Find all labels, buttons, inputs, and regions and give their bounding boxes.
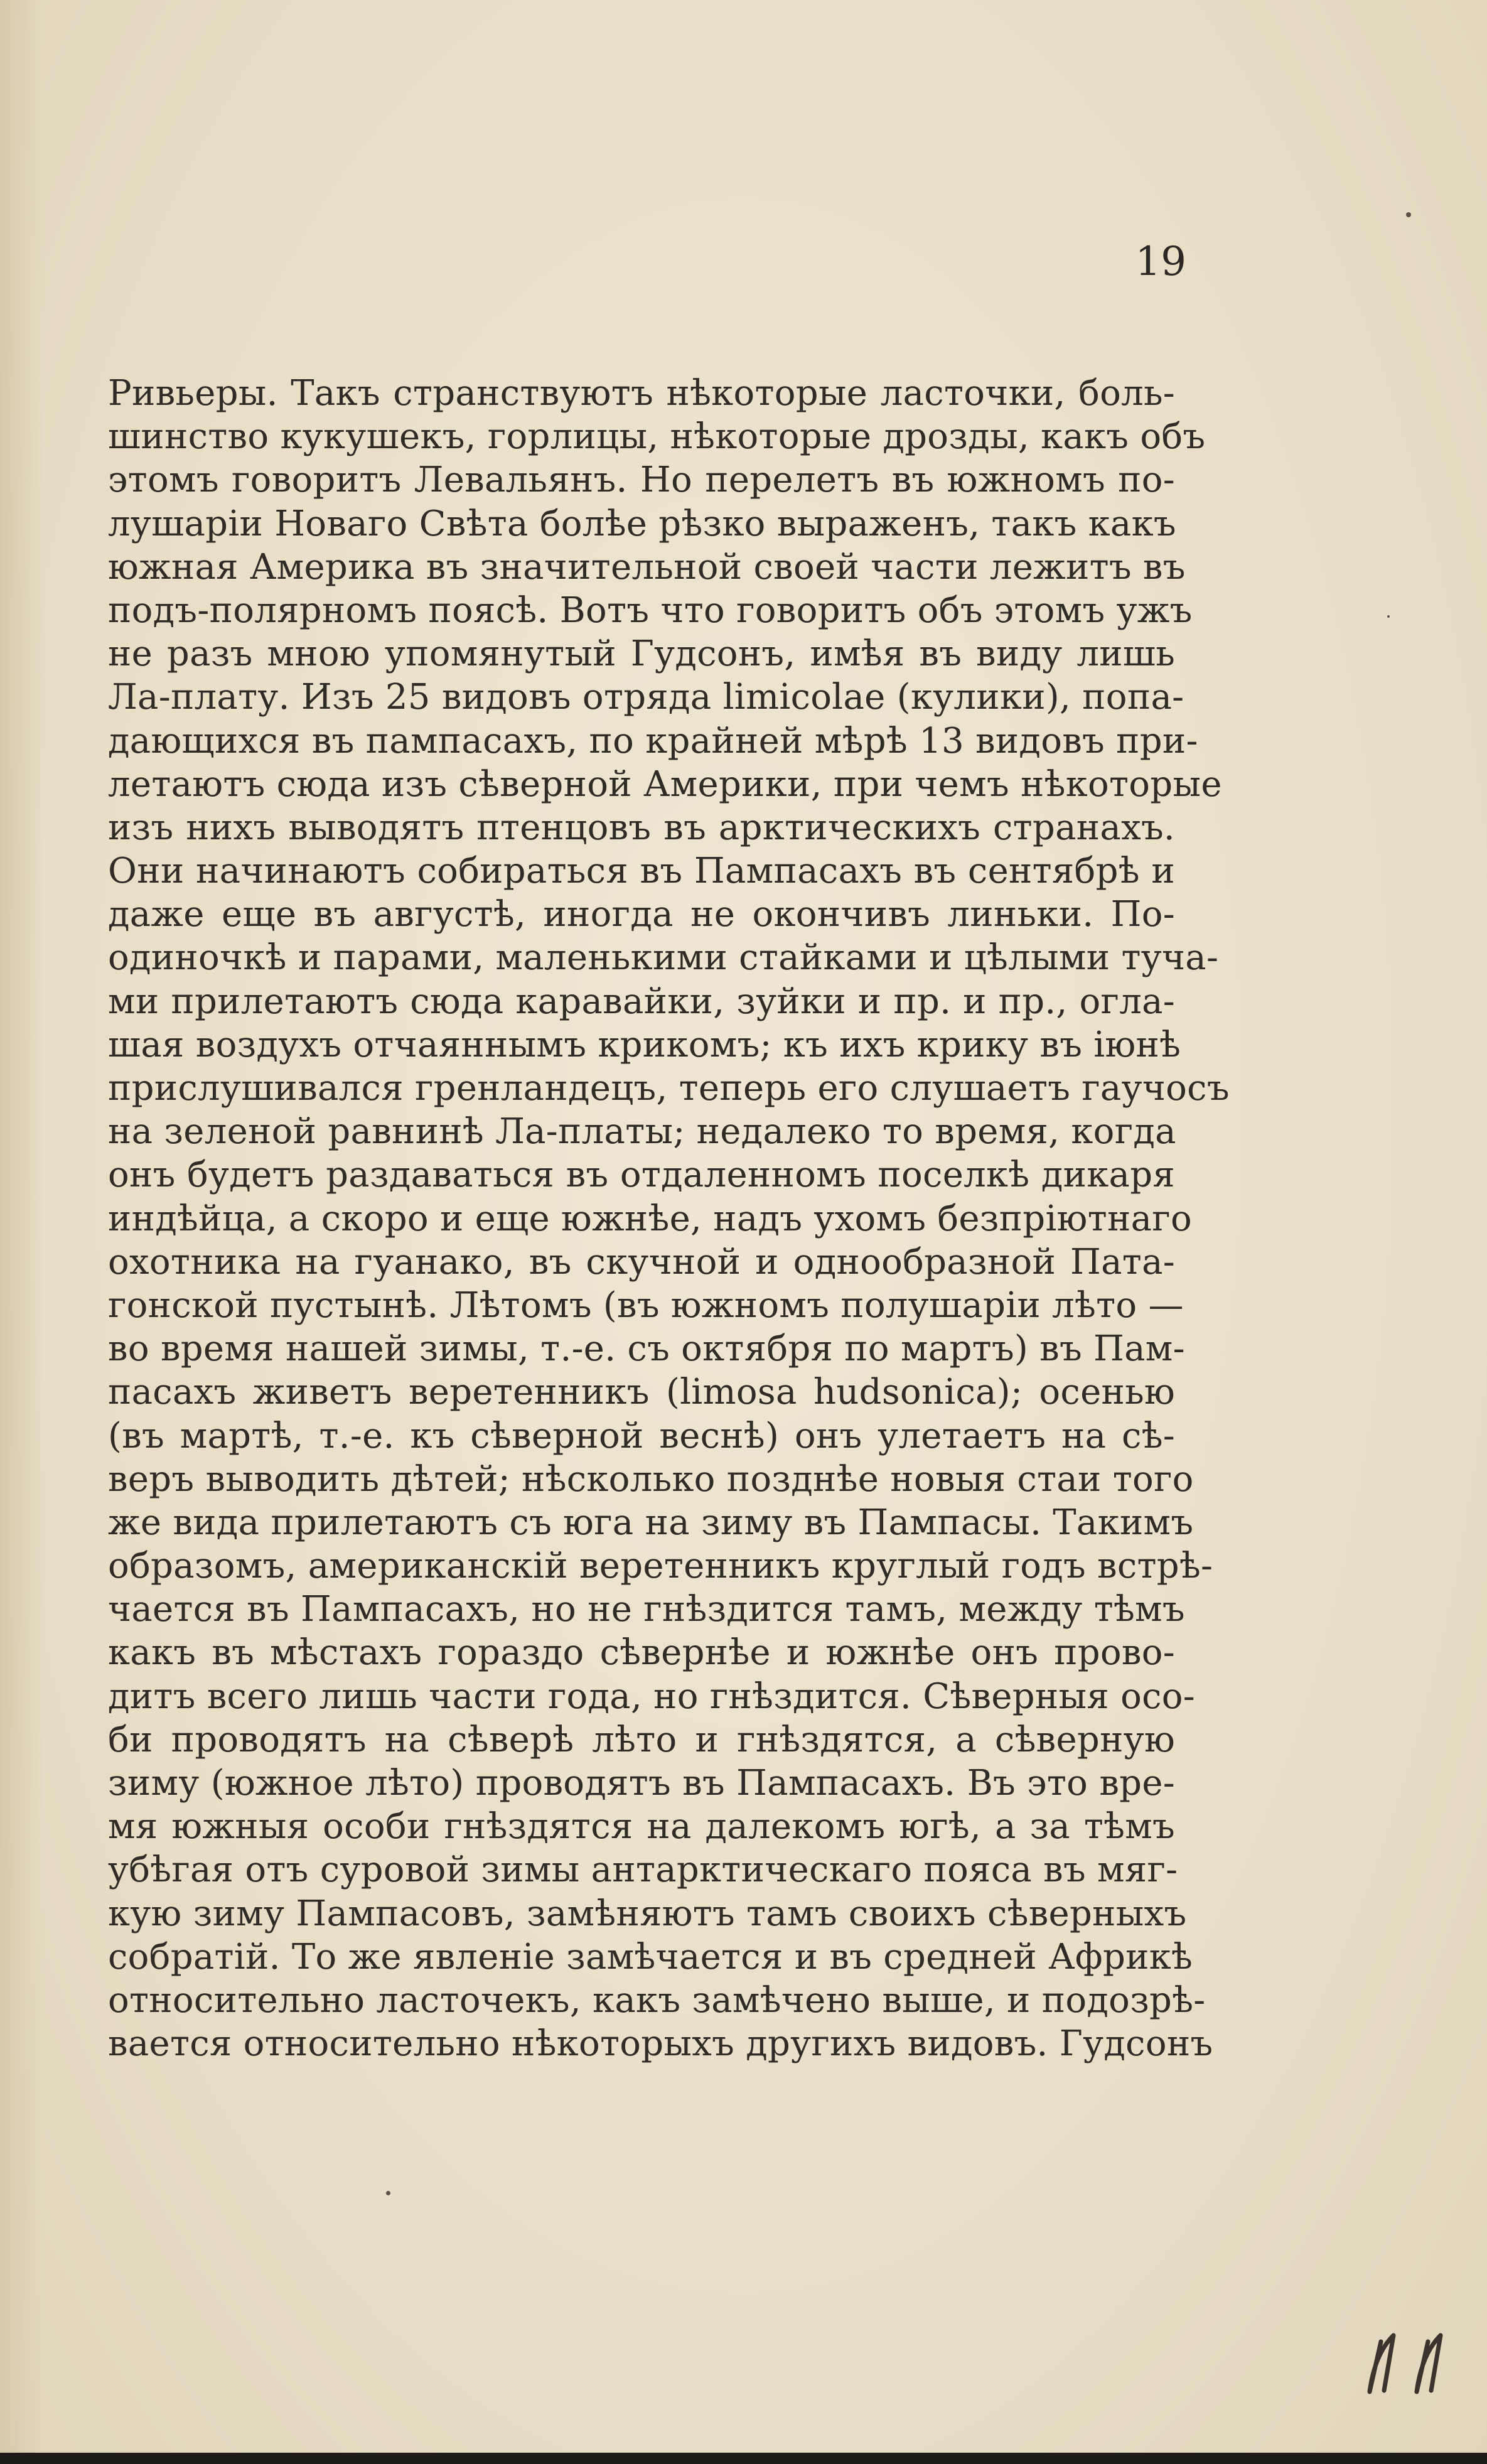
body-text <box>108 372 1230 2065</box>
text-line: подъ-полярномъ поясѣ. Вотъ что говоритъ объ этомъ ужъ <box>108 589 1193 631</box>
text-line: Они начинаютъ собираться въ Пампасахъ въ сентябрѣ и <box>108 851 1175 892</box>
text-line: дитъ всего лишь части года, но гнѣздится. Сѣверныя осо- <box>108 1676 1196 1717</box>
text-line: летаютъ сюда изъ сѣверной Америки, при чемъ нѣкоторые <box>108 763 1222 805</box>
binding-shadow <box>0 0 44 2464</box>
paper-speck <box>386 2191 390 2195</box>
text-line: охотника на гуанако, въ скучной и однообразной Пата- <box>108 1241 1175 1283</box>
text-line: даже еще въ августѣ, иногда не окончивъ линьки. По- <box>108 894 1175 935</box>
text-line: одиночкѣ и парами, маленькими стайками и цѣлыми туча- <box>108 937 1219 979</box>
text-line: Ривьеры. Такъ странствуютъ нѣкоторые ласточки, боль- <box>108 373 1175 414</box>
text-line: зиму (южное лѣто) проводятъ въ Пампасахъ. Въ это вре- <box>108 1763 1175 1804</box>
text-line: гонской пустынѣ. Лѣтомъ (въ южномъ полушаріи лѣто — <box>108 1284 1184 1326</box>
text-line: чается въ Пампасахъ, но не гнѣздится тамъ, между тѣмъ <box>108 1589 1185 1630</box>
text-line: же вида прилетаютъ съ юга на зиму въ Пампасы. Такимъ <box>108 1502 1194 1543</box>
text-line: шинство кукушекъ, горлицы, нѣкоторые дрозды, какъ объ <box>108 416 1206 458</box>
text-line: пасахъ живетъ веретенникъ (limosa hudsonica); осенью <box>108 1372 1175 1413</box>
text-line: южная Америка въ значительной своей части лежитъ въ <box>108 546 1186 588</box>
text-line: вается относительно нѣкоторыхъ другихъ видовъ. Гудсонъ <box>108 2023 1213 2065</box>
text-line: шая воздухъ отчаяннымъ крикомъ; къ ихъ крику въ іюнѣ <box>108 1024 1181 1065</box>
text-line: убѣгая отъ суровой зимы антарктическаго пояса въ мяг- <box>108 1849 1178 1891</box>
text-line: собратій. То же явленіе замѣчается и въ средней Африкѣ <box>108 1936 1193 1977</box>
text-line: лушаріи Новаго Свѣта болѣе рѣзко выраженъ, такъ какъ <box>108 503 1176 544</box>
text-line: онъ будетъ раздаваться въ отдаленномъ поселкѣ дикаря <box>108 1154 1175 1196</box>
text-line: кую зиму Пампасовъ, замѣняютъ тамъ своихъ сѣверныхъ <box>108 1893 1187 1934</box>
text-line: прислушивался гренландецъ, теперь его слушаетъ гаучосъ <box>108 1068 1230 1109</box>
text-line: во время нашей зимы, т.-е. съ октября по мартъ) въ Пам- <box>108 1328 1185 1370</box>
text-line: не разъ мною упомянутый Гудсонъ, имѣя въ виду лишь <box>108 633 1175 675</box>
paper-speck <box>1406 212 1411 217</box>
text-line: относительно ласточекъ, какъ замѣчено выше, и подозрѣ- <box>108 1979 1206 2021</box>
text-line: дающихся въ пампасахъ, по крайней мѣрѣ 13 видовъ при- <box>108 720 1198 761</box>
text-line: изъ нихъ выводятъ птенцовъ въ арктическихъ странахъ. <box>108 807 1175 848</box>
text-line: мя южныя особи гнѣздятся на далекомъ югѣ, а за тѣмъ <box>108 1806 1175 1848</box>
text-line: Ла-плату. Изъ 25 видовъ отряда limicolae (кулики), попа- <box>108 677 1184 718</box>
scan-bottom-edge <box>0 2453 1487 2464</box>
text-line: (въ мартѣ, т.-е. къ сѣверной веснѣ) онъ улетаетъ на сѣ- <box>108 1415 1175 1456</box>
text-line: би проводятъ на сѣверѣ лѣто и гнѣздятся, а сѣверную <box>108 1719 1175 1760</box>
text-line: индѣйца, а скоро и еще южнѣе, надъ ухомъ безпріютнаго <box>108 1198 1192 1239</box>
handwritten-page-mark <box>1356 2316 1481 2411</box>
text-line: какъ въ мѣстахъ гораздо сѣвернѣе и южнѣе онъ прово- <box>108 1632 1175 1674</box>
text-line: этомъ говоритъ Левальянъ. Но перелетъ въ южномъ по- <box>108 460 1175 501</box>
page-number: 19 <box>1135 239 1186 285</box>
paper-speck <box>1387 615 1390 618</box>
text-line: образомъ, американскій веретенникъ круглый годъ встрѣ- <box>108 1546 1213 1587</box>
text-line: ми прилетаютъ сюда каравайки, зуйки и пр. и пр., огла- <box>108 981 1175 1022</box>
text-line: на зеленой равнинѣ Ла-платы; недалеко то время, когда <box>108 1111 1176 1153</box>
text-line: веръ выводить дѣтей; нѣсколько позднѣе новыя стаи того <box>108 1458 1194 1500</box>
